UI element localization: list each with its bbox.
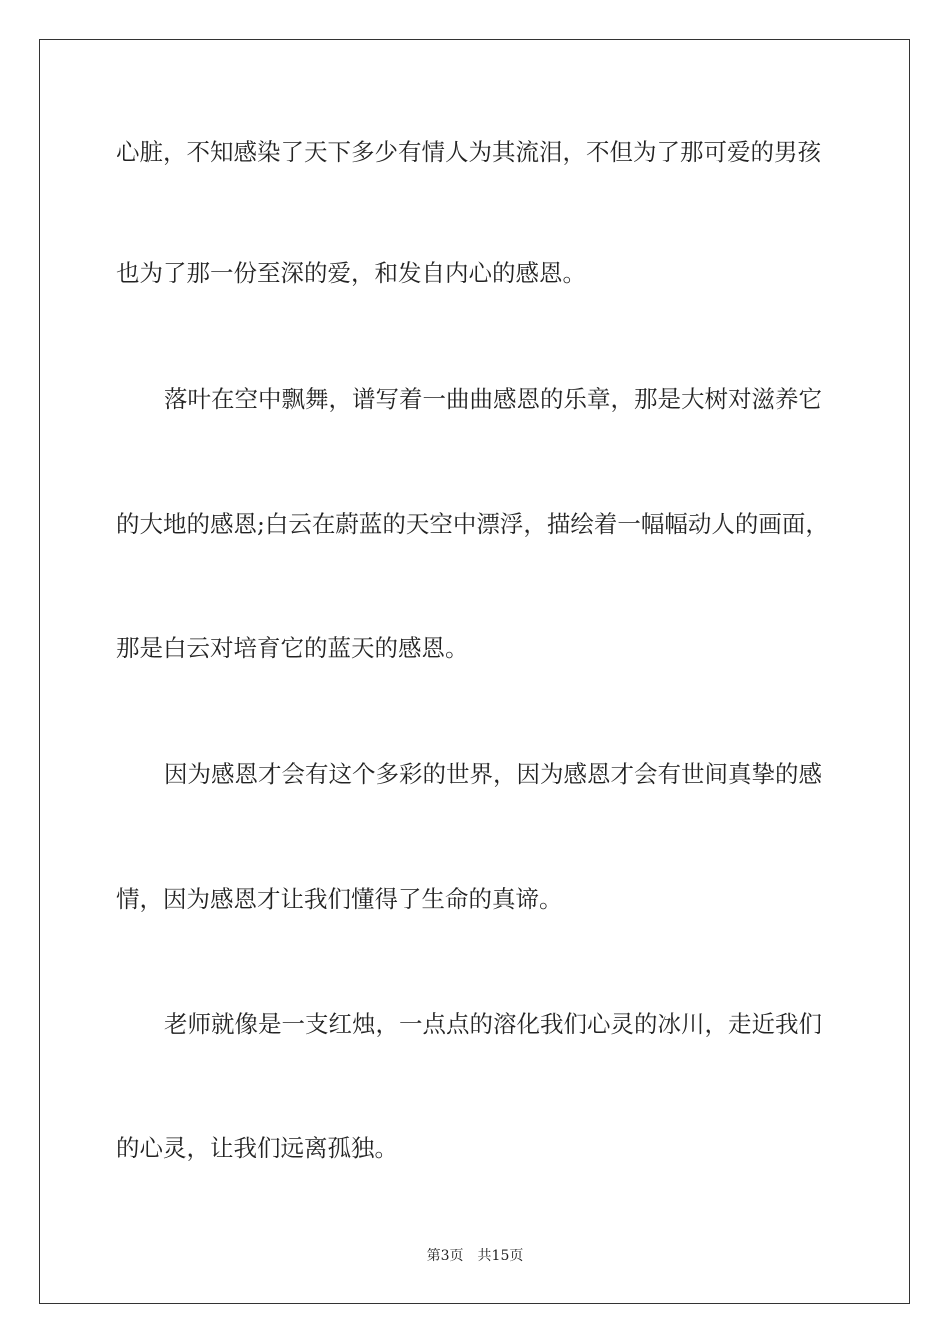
paragraph-start-line: 落叶在空中飘舞，谱写着一曲曲感恩的乐章，那是大树对滋养它 <box>164 385 822 413</box>
paragraph-start-line: 老师就像是一支红烛，一点点的溶化我们心灵的冰川，走近我们 <box>164 1010 822 1038</box>
paragraph-start-line: 因为感恩才会有这个多彩的世界，因为感恩才会有世间真挚的感 <box>164 760 822 788</box>
body-line: 也为了那一份至深的爱，和发自内心的感恩。 <box>116 259 586 287</box>
page-frame <box>39 39 910 1304</box>
page-number: 第3页 <box>426 1248 464 1264</box>
body-line: 的大地的感恩;白云在蔚蓝的天空中漂浮，描绘着一幅幅动人的画面， <box>116 510 829 538</box>
body-line: 情，因为感恩才让我们懂得了生命的真谛。 <box>116 885 563 913</box>
page-footer <box>0 1247 950 1265</box>
body-line: 的心灵，让我们远离孤独。 <box>116 1134 398 1162</box>
page-total: 共15页 <box>477 1248 524 1264</box>
body-line: 心脏，不知感染了天下多少有情人为其流泪，不但为了那可爱的男孩 <box>116 138 821 166</box>
body-line: 那是白云对培育它的蓝天的感恩。 <box>116 634 469 662</box>
